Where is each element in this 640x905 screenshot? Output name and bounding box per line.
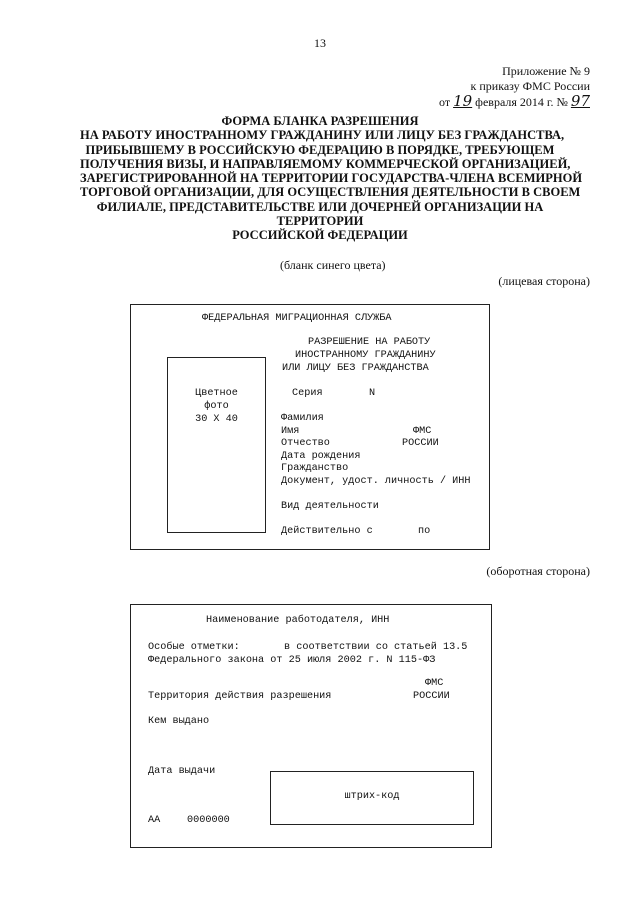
series-label: Серия <box>292 388 323 399</box>
employer-label: Наименование работодателя, ИНН <box>206 615 390 626</box>
title-line: ФИЛИАЛЕ, ПРЕДСТАВИТЕЛЬСТВЕ ИЛИ ДОЧЕРНЕЙ ОРГАНИЗАЦИИ НА <box>96 199 544 214</box>
number-label: N <box>369 388 376 399</box>
form-series: АА <box>148 815 161 826</box>
territory-label: Территория действия разрешения <box>148 691 332 702</box>
special-marks-label: Особые отметки: <box>148 642 240 653</box>
annex-number-handwritten: 97 <box>570 92 590 110</box>
photo-label-2: фото <box>204 401 229 412</box>
annex-date-line <box>439 92 590 110</box>
document-title <box>80 114 583 243</box>
issued-by-label: Кем выдано <box>148 716 210 727</box>
title-line: ПОЛУЧЕНИЯ ВИЗЫ, И НАПРАВЛЯЕМОМУ КОММЕРЧЕСКОЙ ОРГАНИЗАЦИЕЙ, <box>80 156 571 171</box>
title-line: ПРИБЫВШЕМУ В РОССИЙСКУЮ ФЕДЕРАЦИЮ В ПОРЯДКЕ, ТРЕБУЮЩЕМ <box>85 142 555 157</box>
agency-name: ФЕДЕРАЛЬНАЯ МИГРАЦИОННАЯ СЛУЖБА <box>202 313 392 324</box>
title-line: НА РАБОТУ ИНОСТРАННОМУ ГРАЖДАНИНУ ИЛИ ЛИЦУ БЕЗ ГРАЖДАНСТВА, <box>80 128 565 143</box>
front-stamp-line-1: ФМС <box>413 426 432 437</box>
front-stamp-line-2: РОССИИ <box>402 438 439 449</box>
name-label: Имя <box>281 426 300 437</box>
title-line: РОССИЙСКОЙ ФЕДЕРАЦИИ <box>232 228 408 243</box>
front-side-label: (лицевая сторона) <box>498 274 590 288</box>
permit-line-2: ИНОСТРАННОМУ ГРАЖДАНИНУ <box>295 350 436 361</box>
annex-order: к приказу ФМС России <box>470 79 590 93</box>
back-side-label: (оборотная сторона) <box>486 564 590 578</box>
citizenship-label: Гражданство <box>281 463 349 474</box>
page-number: 13 <box>314 36 326 50</box>
valid-to-label: по <box>418 526 431 537</box>
annex-label: Приложение № 9 <box>502 64 590 78</box>
photo-placeholder <box>167 357 266 533</box>
patronymic-label: Отчество <box>281 438 330 449</box>
annex-date-prefix: от <box>438 95 451 109</box>
title-line: ТЕРРИТОРИИ <box>276 214 364 229</box>
form-serial-number: 0000000 <box>187 815 230 826</box>
title-line: ЗАРЕГИСТРИРОВАННОЙ НА ТЕРРИТОРИИ ГОСУДАРСТВА-ЧЛЕНА ВСЕМИРНОЙ <box>80 171 583 186</box>
annex-date-middle: февраля 2014 г. № <box>475 95 568 109</box>
back-stamp-line-1: ФМС <box>425 678 444 689</box>
document-label: Документ, удост. личность / ИНН <box>281 476 471 487</box>
valid-from-label: Действительно с <box>281 526 373 537</box>
permit-line-1: РАЗРЕШЕНИЕ НА РАБОТУ <box>308 337 431 348</box>
photo-label-3: 30 X 40 <box>195 414 238 425</box>
birth-date-label: Дата рождения <box>281 451 361 462</box>
annex-day-handwritten: 19 <box>453 92 473 110</box>
issue-date-label: Дата выдачи <box>148 766 216 777</box>
title-line: ФОРМА БЛАНКА РАЗРЕШЕНИЯ <box>221 114 419 128</box>
law-reference-line-2: Федерального закона от 25 июля 2002 г. N 115-ФЗ <box>148 655 436 666</box>
back-stamp-line-2: РОССИИ <box>413 691 450 702</box>
permit-line-3: ИЛИ ЛИЦУ БЕЗ ГРАЖДАНСТВА <box>282 363 429 374</box>
blank-color-note: (бланк синего цвета) <box>280 258 386 272</box>
photo-label-1: Цветное <box>195 388 238 399</box>
surname-label: Фамилия <box>281 413 324 424</box>
activity-label: Вид деятельности <box>281 501 379 512</box>
title-line: ТОРГОВОЙ ОРГАНИЗАЦИИ, ДЛЯ ОСУЩЕСТВЛЕНИЯ ДЕЯТЕЛЬНОСТИ В СВОЕМ <box>80 185 581 200</box>
barcode-label: штрих-код <box>344 791 400 802</box>
law-reference-line-1: в соответствии со статьей 13.5 <box>284 642 468 653</box>
